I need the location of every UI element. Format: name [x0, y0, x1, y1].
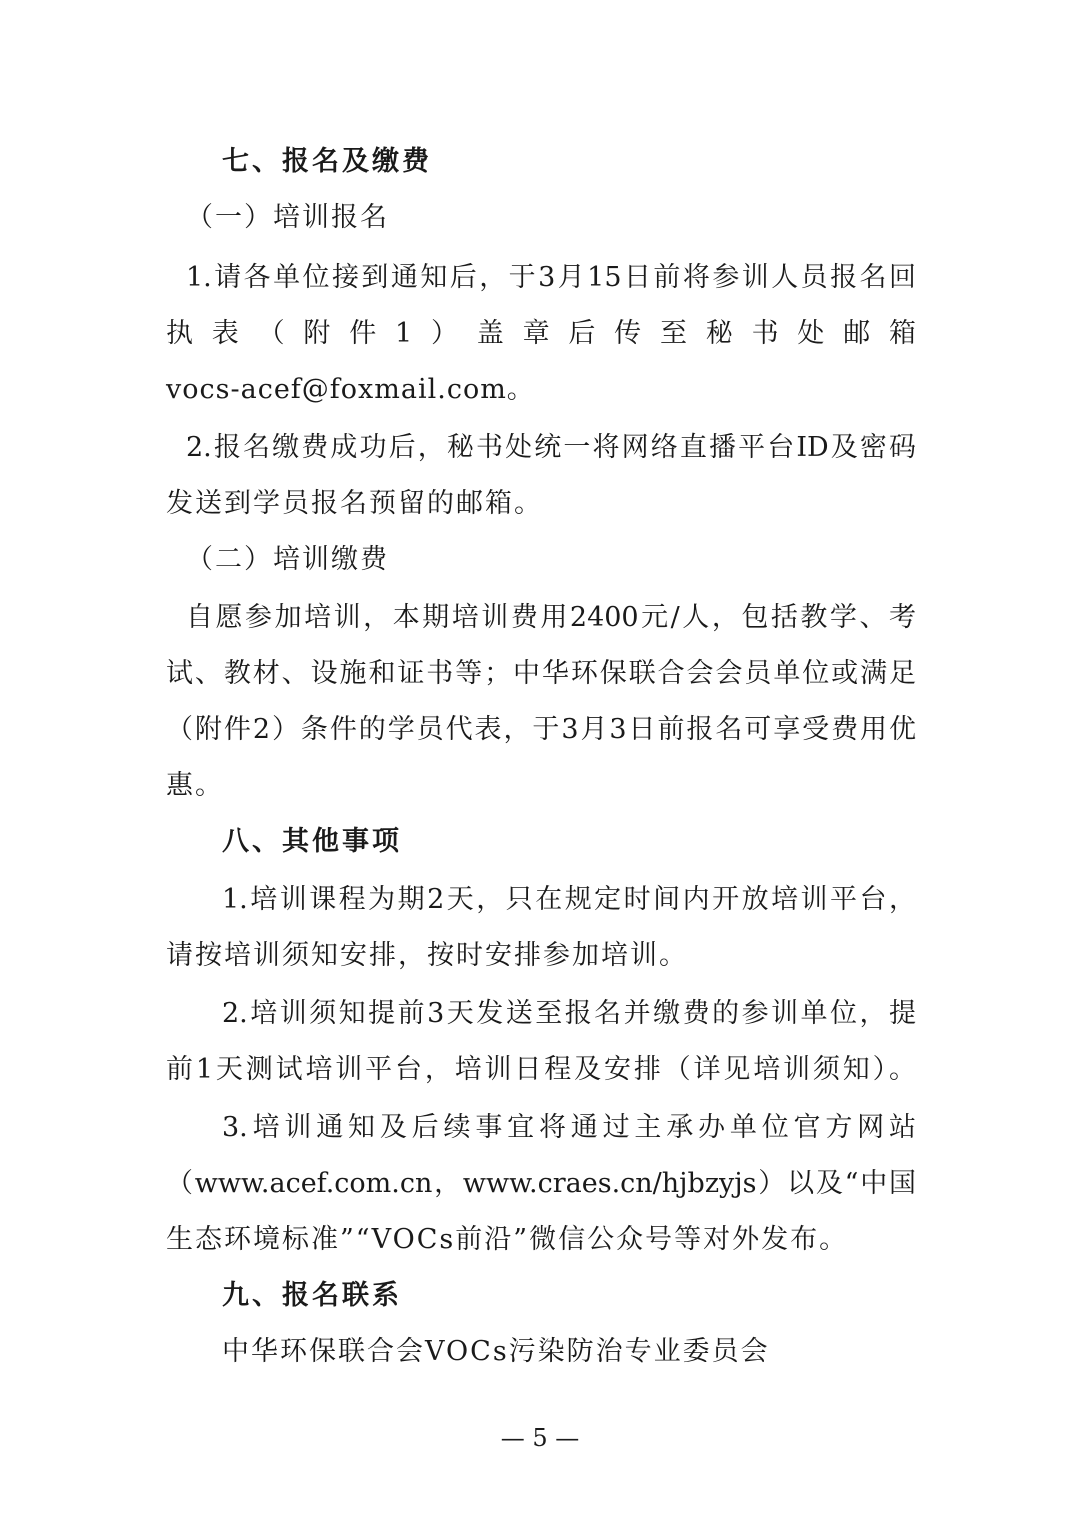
- section-7-sub1-title: （一）培训报名: [186, 202, 389, 233]
- section-8-item1-line2: 请按培训须知安排，按时安排参加培训。: [166, 940, 688, 971]
- section-8-heading: 八、其他事项: [222, 826, 402, 857]
- section-7-sub2-para-line2: 试、教材、设施和证书等；中华环保联合会会员单位或满足: [166, 658, 916, 689]
- section-8-item3-line3: 生态环境标准”“VOCs前沿”微信公众号等对外发布。: [166, 1224, 849, 1255]
- section-7-sub2-para-line1: 自愿参加培训，本期培训费用2400元/人，包括教学、考: [186, 602, 916, 633]
- section-7-sub1-item2-line1: 2.报名缴费成功后，秘书处统一将网络直播平台ID及密码: [186, 432, 916, 463]
- section-8-item2-line1: 2.培训须知提前3天发送至报名并缴费的参训单位，提: [222, 998, 916, 1029]
- section-7-sub1-item1-line2: 执表（附件1）盖章后传至秘书处邮箱: [166, 318, 916, 349]
- organization-name: 中华环保联合会VOCs污染防治专业委员会: [222, 1336, 770, 1367]
- section-8-item1-line1: 1.培训课程为期2天，只在规定时间内开放培训平台，: [222, 884, 916, 915]
- section-7-sub2-para-line4: 惠。: [166, 770, 224, 801]
- section-7-heading: 七、报名及缴费: [222, 146, 432, 177]
- section-8-item3-line1: 3.培训通知及后续事宜将通过主承办单位官方网站: [222, 1112, 916, 1143]
- section-8-item3-line2: （www.acef.com.cn，www.craes.cn/hjbzyjs）以及“中国: [166, 1168, 916, 1199]
- section-8-item2-line2: 前1天测试培训平台，培训日程及安排（详见培训须知）。: [166, 1054, 916, 1085]
- email-address-text: vocs-acef@foxmail.com。: [166, 374, 535, 405]
- page-number: — 5 —: [500, 1424, 580, 1452]
- section-7-sub1-item2-line2: 发送到学员报名预留的邮箱。: [166, 488, 543, 519]
- section-9-heading: 九、报名联系: [222, 1280, 402, 1311]
- section-7-sub2-title: （二）培训缴费: [186, 544, 389, 575]
- section-7-sub2-para-line3: （附件2）条件的学员代表，于3月3日前报名可享受费用优: [166, 714, 916, 745]
- section-7-sub1-item1-line1: 1.请各单位接到通知后，于3月15日前将参训人员报名回: [186, 262, 916, 293]
